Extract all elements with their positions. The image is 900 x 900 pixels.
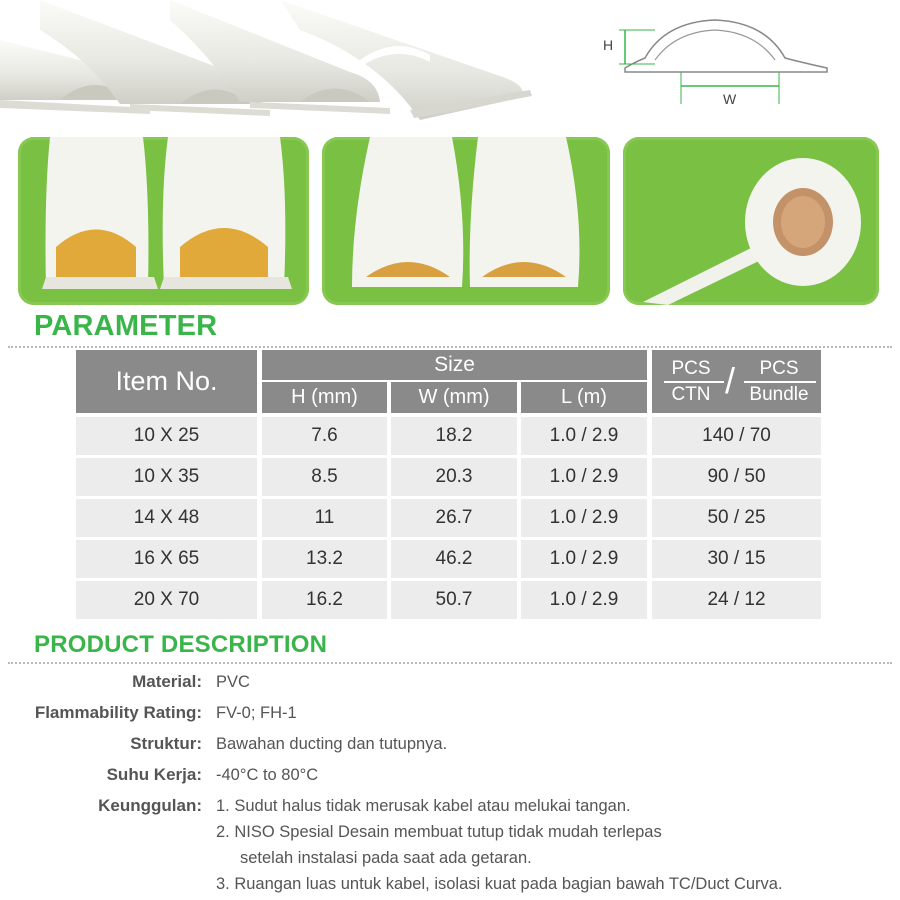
cross-section-diagram bbox=[595, 0, 835, 120]
keunggulan-item-2-continued: setelah instalasi pada saat ada getaran. bbox=[240, 849, 532, 867]
cell-item: 14 X 48 bbox=[76, 499, 257, 537]
header-pcs-bundle-top: PCS bbox=[759, 358, 799, 379]
cell-h: 11 bbox=[262, 499, 387, 537]
cell-item: 10 X 35 bbox=[76, 458, 257, 496]
photo-panel-adhesive-roll bbox=[623, 137, 879, 305]
product-hero-image bbox=[0, 0, 560, 130]
description-divider bbox=[8, 662, 892, 664]
duct-photo-closed-left bbox=[352, 137, 463, 287]
parameter-divider bbox=[8, 346, 892, 348]
cell-pcs: 140 / 70 bbox=[652, 417, 821, 455]
cell-l: 1.0 / 2.9 bbox=[521, 581, 647, 619]
photo-panel-closed-ducts bbox=[322, 137, 610, 305]
keunggulan-item-1: 1. Sudut halus tidak merusak kabel atau melukai tangan. bbox=[216, 797, 631, 815]
cell-w: 18.2 bbox=[391, 417, 517, 455]
header-w: W (mm) bbox=[391, 382, 517, 413]
suhu-kerja-value: -40°C to 80°C bbox=[216, 766, 319, 784]
cell-l: 1.0 / 2.9 bbox=[521, 540, 647, 578]
cell-w: 26.7 bbox=[391, 499, 517, 537]
cell-item: 16 X 65 bbox=[76, 540, 257, 578]
cell-h: 16.2 bbox=[262, 581, 387, 619]
header-pcs-ctn-top: PCS bbox=[671, 358, 711, 379]
adhesive-tape-roll bbox=[643, 158, 861, 305]
cell-l: 1.0 / 2.9 bbox=[521, 499, 647, 537]
cell-w: 50.7 bbox=[391, 581, 517, 619]
diagram-w-label: W bbox=[723, 91, 737, 107]
keunggulan-item-2: 2. NISO Spesial Desain membuat tutup tidak mudah terlepas bbox=[216, 823, 662, 841]
parameter-title: PARAMETER bbox=[34, 310, 218, 342]
duct-photo-left bbox=[42, 137, 158, 289]
flammability-label: Flammability Rating: bbox=[34, 703, 202, 722]
header-l: L (m) bbox=[521, 382, 647, 413]
header-pcs-slash: / bbox=[724, 360, 735, 401]
struktur-value: Bawahan ducting dan tutupnya. bbox=[216, 735, 448, 753]
keunggulan-item-3: 3. Ruangan luas untuk kabel, isolasi kuat pada bagian bawah TC/Duct Curva. bbox=[216, 875, 783, 893]
cell-h: 7.6 bbox=[262, 417, 387, 455]
header-pcs bbox=[652, 350, 821, 413]
description-title: PRODUCT DESCRIPTION bbox=[34, 631, 328, 658]
cell-w: 20.3 bbox=[391, 458, 517, 496]
header-item-no: Item No. bbox=[76, 350, 257, 413]
cell-h: 13.2 bbox=[262, 540, 387, 578]
cell-item: 20 X 70 bbox=[76, 581, 257, 619]
header-size: Size bbox=[262, 350, 647, 380]
cell-l: 1.0 / 2.9 bbox=[521, 458, 647, 496]
header-pcs-bundle-bottom: Bundle bbox=[749, 384, 809, 405]
header-pcs-ctn-bottom: CTN bbox=[671, 384, 711, 405]
photo-panel-open-ducts bbox=[18, 137, 309, 305]
cell-pcs: 90 / 50 bbox=[652, 458, 821, 496]
cell-l: 1.0 / 2.9 bbox=[521, 417, 647, 455]
duct-photo-right bbox=[160, 137, 292, 289]
cell-pcs: 24 / 12 bbox=[652, 581, 821, 619]
diagram-h-label: H bbox=[603, 37, 614, 53]
flammability-value: FV-0; FH-1 bbox=[216, 704, 297, 722]
header-pcs-ctn-rule bbox=[664, 381, 724, 383]
material-value: PVC bbox=[216, 673, 250, 691]
cell-pcs: 50 / 25 bbox=[652, 499, 821, 537]
header-pcs-bundle-rule bbox=[744, 381, 816, 383]
cell-pcs: 30 / 15 bbox=[652, 540, 821, 578]
struktur-label: Struktur: bbox=[130, 734, 202, 753]
material-label: Material: bbox=[132, 672, 202, 691]
suhu-kerja-label: Suhu Kerja: bbox=[106, 765, 202, 784]
cell-w: 46.2 bbox=[391, 540, 517, 578]
cell-h: 8.5 bbox=[262, 458, 387, 496]
header-h: H (mm) bbox=[262, 382, 387, 413]
keunggulan-label: Keunggulan: bbox=[98, 796, 202, 815]
cell-item: 10 X 25 bbox=[76, 417, 257, 455]
duct-photo-closed-right bbox=[470, 137, 580, 287]
